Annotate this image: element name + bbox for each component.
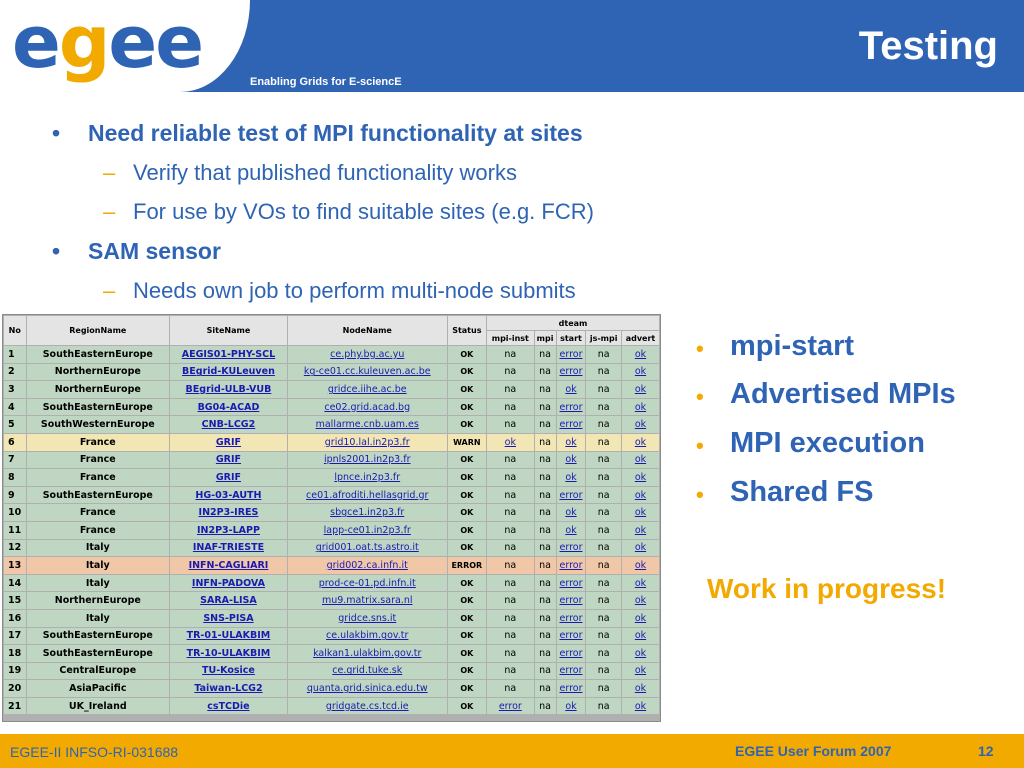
test-result-link[interactable]: ok — [622, 592, 659, 609]
status-cell: OK — [448, 504, 486, 521]
test-result-link[interactable]: error — [557, 575, 586, 592]
table-row — [4, 364, 659, 381]
row-number: 20 — [4, 680, 26, 697]
test-result-link[interactable]: ok — [622, 522, 659, 539]
node-link[interactable]: kalkan1.ulakbim.gov.tr — [288, 645, 447, 662]
row-number: 1 — [4, 346, 26, 363]
region-cell: Italy — [27, 557, 169, 574]
test-result: na — [487, 592, 534, 609]
test-result: na — [586, 540, 621, 557]
test-result: na — [535, 399, 556, 416]
row-number: 12 — [4, 540, 26, 557]
test-result-link[interactable]: ok — [557, 381, 586, 398]
test-result-link[interactable]: ok — [622, 504, 659, 521]
status-cell: OK — [448, 698, 486, 715]
status-cell: OK — [448, 645, 486, 662]
test-result-link[interactable]: error — [557, 540, 586, 557]
status-cell: OK — [448, 610, 486, 627]
status-cell: OK — [448, 680, 486, 697]
test-result: na — [487, 540, 534, 557]
test-result: na — [535, 592, 556, 609]
row-number: 19 — [4, 663, 26, 680]
test-result: na — [586, 416, 621, 433]
test-result-link[interactable]: ok — [557, 469, 586, 486]
region-cell: NorthernEurope — [27, 381, 169, 398]
row-number: 7 — [4, 452, 26, 469]
test-result-link[interactable]: ok — [622, 381, 659, 398]
test-result-link[interactable]: ok — [557, 504, 586, 521]
table-row — [4, 645, 659, 662]
test-result: na — [586, 610, 621, 627]
row-number: 11 — [4, 522, 26, 539]
test-result: na — [586, 487, 621, 504]
row-number: 3 — [4, 381, 26, 398]
test-result-link[interactable]: error — [557, 399, 586, 416]
site-link[interactable]: GRIF — [170, 434, 287, 451]
test-result: na — [535, 381, 556, 398]
region-cell: Italy — [27, 540, 169, 557]
test-result: na — [586, 680, 621, 697]
node-link[interactable]: prod-ce-01.pd.infn.it — [288, 575, 447, 592]
test-result: na — [586, 504, 621, 521]
region-cell: France — [27, 452, 169, 469]
status-cell: OK — [448, 469, 486, 486]
table-row — [4, 663, 659, 680]
test-result-link[interactable]: ok — [622, 628, 659, 645]
node-link[interactable]: gridce.iihe.ac.be — [288, 381, 447, 398]
table-row — [4, 592, 659, 609]
col-header-test: advert — [622, 331, 659, 345]
table-row — [4, 680, 659, 697]
region-cell: France — [27, 522, 169, 539]
table-row — [4, 381, 659, 398]
node-link[interactable]: mallarme.cnb.uam.es — [288, 416, 447, 433]
node-link[interactable]: ce02.grid.acad.bg — [288, 399, 447, 416]
site-link[interactable]: GRIF — [170, 469, 287, 486]
region-cell: SouthEasternEurope — [27, 399, 169, 416]
test-result-link[interactable]: ok — [622, 452, 659, 469]
node-link[interactable]: ce.grid.tuke.sk — [288, 663, 447, 680]
col-header-status: Status — [448, 316, 486, 345]
test-result-link[interactable]: ok — [622, 610, 659, 627]
site-link[interactable]: IN2P3-LAPP — [170, 522, 287, 539]
test-result: na — [535, 452, 556, 469]
test-result: na — [487, 663, 534, 680]
col-header-test: js-mpi — [586, 331, 621, 345]
test-result: na — [586, 434, 621, 451]
sub-bullet-item: – Verify that published functionality works — [103, 160, 517, 185]
right-bullet-item: • Advertised MPIs — [696, 378, 956, 410]
test-result: na — [487, 364, 534, 381]
slide-footer — [0, 734, 1024, 768]
test-result: na — [535, 540, 556, 557]
col-header-test: mpi — [535, 331, 556, 345]
row-number: 6 — [4, 434, 26, 451]
site-link[interactable]: AEGIS01-PHY-SCL — [170, 346, 287, 363]
site-link[interactable]: TR-01-ULAKBIM — [170, 628, 287, 645]
test-result: na — [586, 645, 621, 662]
test-result: na — [487, 504, 534, 521]
test-result: na — [586, 364, 621, 381]
table-row — [4, 434, 659, 451]
node-link[interactable]: lpnce.in2p3.fr — [288, 469, 447, 486]
table-row — [4, 575, 659, 592]
row-number: 10 — [4, 504, 26, 521]
test-result-link[interactable]: error — [557, 663, 586, 680]
test-result: na — [487, 680, 534, 697]
test-result: na — [586, 469, 621, 486]
status-cell: OK — [448, 346, 486, 363]
status-cell: OK — [448, 540, 486, 557]
node-link[interactable]: grid001.oat.ts.astro.it — [288, 540, 447, 557]
table-row — [4, 504, 659, 521]
status-cell: OK — [448, 364, 486, 381]
test-result: na — [535, 557, 556, 574]
test-result: na — [487, 416, 534, 433]
test-result: na — [535, 680, 556, 697]
site-link[interactable]: CNB-LCG2 — [170, 416, 287, 433]
test-result-link[interactable]: error — [557, 645, 586, 662]
right-bullet-item: • Shared FS — [696, 476, 874, 508]
test-result-link[interactable]: error — [557, 364, 586, 381]
test-result-link[interactable]: error — [557, 592, 586, 609]
col-group-dteam: dteam — [487, 316, 659, 330]
test-result: na — [535, 628, 556, 645]
status-cell: ERROR — [448, 557, 486, 574]
test-result-link[interactable]: ok — [557, 522, 586, 539]
site-link[interactable]: TU-Kosice — [170, 663, 287, 680]
test-result: na — [586, 381, 621, 398]
site-link[interactable]: INFN-PADOVA — [170, 575, 287, 592]
col-header-test: start — [557, 331, 586, 345]
test-result-link[interactable]: ok — [557, 698, 586, 715]
node-link[interactable]: ce.phy.bg.ac.yu — [288, 346, 447, 363]
status-cell: WARN — [448, 434, 486, 451]
test-result-link[interactable]: ok — [622, 575, 659, 592]
test-result: na — [487, 522, 534, 539]
footer-event-name: EGEE User Forum 2007 — [735, 743, 892, 759]
test-result: na — [586, 522, 621, 539]
region-cell: France — [27, 469, 169, 486]
node-link[interactable]: grid10.lal.in2p3.fr — [288, 434, 447, 451]
region-cell: Italy — [27, 575, 169, 592]
table-row — [4, 487, 659, 504]
row-number: 14 — [4, 575, 26, 592]
footer-project-id: EGEE-II INFSO-RI-031688 — [10, 744, 179, 760]
row-number: 9 — [4, 487, 26, 504]
row-number: 2 — [4, 364, 26, 381]
test-result-link[interactable]: ok — [622, 416, 659, 433]
table-row — [4, 698, 659, 715]
status-cell: OK — [448, 575, 486, 592]
page-number: 12 — [978, 743, 994, 759]
test-result-link[interactable]: ok — [622, 557, 659, 574]
node-link[interactable]: quanta.grid.sinica.edu.tw — [288, 680, 447, 697]
region-cell: SouthEasternEurope — [27, 628, 169, 645]
row-number: 13 — [4, 557, 26, 574]
test-result-link[interactable]: ok — [622, 469, 659, 486]
site-link[interactable]: SARA-LISA — [170, 592, 287, 609]
test-result-link[interactable]: ok — [622, 645, 659, 662]
row-number: 5 — [4, 416, 26, 433]
work-in-progress-note: Work in progress! — [707, 573, 947, 604]
row-number: 16 — [4, 610, 26, 627]
row-number: 4 — [4, 399, 26, 416]
status-cell: OK — [448, 416, 486, 433]
col-header-node: NodeName — [288, 316, 447, 345]
test-result-link[interactable]: ok — [622, 540, 659, 557]
node-link[interactable]: gridce.sns.it — [288, 610, 447, 627]
node-link[interactable]: grid002.ca.infn.it — [288, 557, 447, 574]
test-result-link[interactable]: ok — [622, 487, 659, 504]
test-result-link[interactable]: ok — [622, 698, 659, 715]
status-cell: OK — [448, 522, 486, 539]
sub-bullet-item: – For use by VOs to find suitable sites (e.g. FCR) — [103, 199, 594, 224]
test-result: na — [586, 592, 621, 609]
bullet-item: • SAM sensor — [52, 238, 221, 264]
test-result: na — [535, 504, 556, 521]
col-header-no: No — [4, 316, 26, 345]
site-link[interactable]: Taiwan-LCG2 — [170, 680, 287, 697]
row-number: 17 — [4, 628, 26, 645]
status-cell: OK — [448, 452, 486, 469]
region-cell: France — [27, 504, 169, 521]
table-row — [4, 469, 659, 486]
test-result-link[interactable]: ok — [487, 434, 534, 451]
right-bullet-item: • MPI execution — [696, 427, 925, 459]
test-result: na — [487, 557, 534, 574]
test-result: na — [586, 346, 621, 363]
site-link[interactable]: TR-10-ULAKBIM — [170, 645, 287, 662]
row-number: 18 — [4, 645, 26, 662]
test-result-link[interactable]: error — [487, 698, 534, 715]
region-cell: SouthEasternEurope — [27, 645, 169, 662]
region-cell: UK_Ireland — [27, 698, 169, 715]
table-row — [4, 522, 659, 539]
region-cell: SouthWesternEurope — [27, 416, 169, 433]
test-result: na — [586, 399, 621, 416]
test-result: na — [535, 522, 556, 539]
test-result: na — [535, 487, 556, 504]
status-cell: OK — [448, 592, 486, 609]
table-row — [4, 416, 659, 433]
test-result-link[interactable]: ok — [557, 452, 586, 469]
test-result: na — [535, 663, 556, 680]
col-header-region: RegionName — [27, 316, 169, 345]
site-link[interactable]: INFN-CAGLIARI — [170, 557, 287, 574]
row-number: 21 — [4, 698, 26, 715]
test-result: na — [535, 434, 556, 451]
test-result-link[interactable]: ok — [622, 364, 659, 381]
test-result: na — [535, 469, 556, 486]
status-cell: OK — [448, 487, 486, 504]
region-cell: France — [27, 434, 169, 451]
test-result: na — [586, 663, 621, 680]
region-cell: NorthernEurope — [27, 592, 169, 609]
table-row — [4, 610, 659, 627]
site-link[interactable]: SNS-PISA — [170, 610, 287, 627]
site-link[interactable]: BEgrid-KULeuven — [170, 364, 287, 381]
test-result-link[interactable]: error — [557, 628, 586, 645]
test-result: na — [535, 610, 556, 627]
table-row — [4, 557, 659, 574]
node-link[interactable]: lapp-ce01.in2p3.fr — [288, 522, 447, 539]
site-link[interactable]: GRIF — [170, 452, 287, 469]
site-link[interactable]: HG-03-AUTH — [170, 487, 287, 504]
status-cell: OK — [448, 399, 486, 416]
test-result: na — [487, 452, 534, 469]
test-result-link[interactable]: error — [557, 610, 586, 627]
site-link[interactable]: csTCDie — [170, 698, 287, 715]
region-cell: CentralEurope — [27, 663, 169, 680]
test-result: na — [487, 575, 534, 592]
site-link[interactable]: BG04-ACAD — [170, 399, 287, 416]
region-cell: SouthEasternEurope — [27, 346, 169, 363]
test-result-link[interactable]: ok — [557, 434, 586, 451]
test-result-link[interactable]: error — [557, 487, 586, 504]
test-result-link[interactable]: ok — [622, 434, 659, 451]
test-result: na — [535, 698, 556, 715]
table-row — [4, 540, 659, 557]
test-result: na — [487, 469, 534, 486]
test-result: na — [535, 575, 556, 592]
test-result: na — [487, 610, 534, 627]
region-cell: SouthEasternEurope — [27, 487, 169, 504]
test-result: na — [487, 487, 534, 504]
table-row — [4, 399, 659, 416]
table-row — [4, 452, 659, 469]
status-cell: OK — [448, 381, 486, 398]
region-cell: NorthernEurope — [27, 364, 169, 381]
node-link[interactable]: sbgce1.in2p3.fr — [288, 504, 447, 521]
test-result-link[interactable]: ok — [622, 399, 659, 416]
test-result-link[interactable]: ok — [622, 346, 659, 363]
node-link[interactable]: ce.ulakbim.gov.tr — [288, 628, 447, 645]
sam-results-table-wrap — [2, 314, 661, 722]
status-cell: OK — [448, 628, 486, 645]
node-link[interactable]: gridgate.cs.tcd.ie — [288, 698, 447, 715]
test-result: na — [535, 645, 556, 662]
test-result: na — [487, 628, 534, 645]
table-row — [4, 628, 659, 645]
test-result: na — [586, 628, 621, 645]
site-link[interactable]: BEgrid-ULB-VUB — [170, 381, 287, 398]
test-result: na — [535, 416, 556, 433]
table-row — [4, 346, 659, 363]
test-result-link[interactable]: ok — [622, 680, 659, 697]
sub-bullet-item: – Needs own job to perform multi-node submits — [103, 278, 576, 303]
test-result-link[interactable]: error — [557, 346, 586, 363]
col-header-site: SiteName — [170, 316, 287, 345]
test-result: na — [487, 381, 534, 398]
test-result: na — [535, 346, 556, 363]
test-result: na — [586, 575, 621, 592]
test-result: na — [487, 399, 534, 416]
test-result: na — [487, 346, 534, 363]
node-link[interactable]: ipnls2001.in2p3.fr — [288, 452, 447, 469]
site-link[interactable]: IN2P3-IRES — [170, 504, 287, 521]
test-result-link[interactable]: error — [557, 680, 586, 697]
site-link[interactable]: INAF-TRIESTE — [170, 540, 287, 557]
test-result-link[interactable]: error — [557, 557, 586, 574]
node-link[interactable]: kg-ce01.cc.kuleuven.ac.be — [288, 364, 447, 381]
region-cell: AsiaPacific — [27, 680, 169, 697]
region-cell: Italy — [27, 610, 169, 627]
test-result: na — [586, 452, 621, 469]
egee-logo: egee — [12, 0, 203, 84]
test-result: na — [535, 364, 556, 381]
test-result: na — [487, 645, 534, 662]
status-cell: OK — [448, 663, 486, 680]
tagline: Enabling Grids for E-sciencE — [250, 76, 402, 88]
col-header-test: mpi-inst — [487, 331, 534, 345]
bullet-item: • Need reliable test of MPI functionality at sites — [52, 120, 583, 146]
sam-results-table — [3, 315, 660, 715]
row-number: 8 — [4, 469, 26, 486]
row-number: 15 — [4, 592, 26, 609]
test-result: na — [586, 698, 621, 715]
test-result-link[interactable]: ok — [622, 663, 659, 680]
node-link[interactable]: ce01.afroditi.hellasgrid.gr — [288, 487, 447, 504]
test-result-link[interactable]: error — [557, 416, 586, 433]
right-bullet-item: • mpi-start — [696, 330, 855, 362]
slide-title: Testing — [858, 24, 998, 68]
node-link[interactable]: mu9.matrix.sara.nl — [288, 592, 447, 609]
test-result: na — [586, 557, 621, 574]
